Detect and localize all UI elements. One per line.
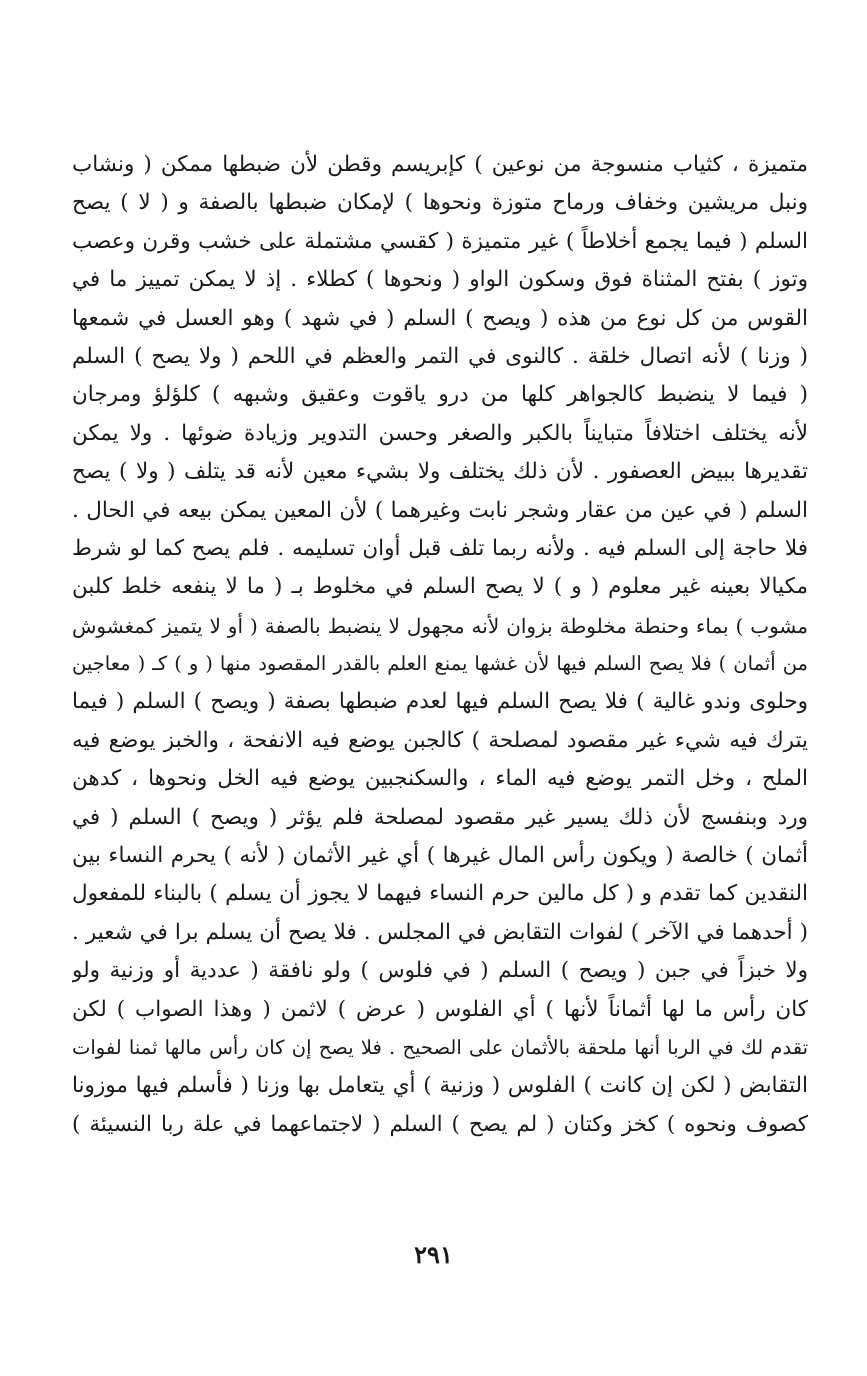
text-line: ( وزنا ) لأنه اتصال خلقة . كالنوى في التمر والعظم في اللحم ( ولا يصح ) السلم [72, 343, 808, 369]
text-line: الملح ، وخل التمر يوضع فيه الماء ، والسكنجبين يوضع فيه الخل ونحوها ، كدهن [72, 766, 808, 792]
text-line: القوس من كل نوع من هذه ( ويصح ) السلم ( في شهد ) وهو العسل في شمعها [72, 305, 808, 331]
text-line: يترك فيه شيء غير مقصود لمصلحة ) كالجبن يوضع فيه الانفحة ، والخبز يوضع فيه [72, 727, 808, 753]
text-line: مشوب ) بماء وحنطة مخلوطة بزوان لأنه مجهول لا ينضبط بالصفة ( أو لا يتميز كمغشوش [72, 613, 808, 638]
text-line: وتوز ) بفتح المثناة فوق وسكون الواو ( ونحوها ) كطلاء . إذ لا يمكن تمييز ما في [72, 267, 808, 293]
text-line: ولا خبزاً في جبن ( ويصح ) السلم ( في فلوس ) ولو نافقة ( عددية أو وزنية ولو [72, 958, 808, 984]
text-line: متميزة ، كثياب منسوجة من نوعين ) كإبريسم وقطن لأن ضبطها ممكن ( ونشاب [72, 152, 808, 177]
page-number: ٢٩١ [414, 1240, 453, 1269]
text-line: ( أحدهما في الآخر ) لفوات التقابض في المجلس . فلا يصح أن يسلم برا في شعير . [72, 919, 808, 945]
text-line: السلم ( فيما يجمع أخلاطاً ) غير متميزة ( كقسي مشتملة على خشب وقرن وعصب [72, 228, 808, 254]
text-line: أثمان ) خالصة ( ويكون رأس المال غيرها ) أي غير الأثمان ( لأنه ) يحرم النساء بين [72, 843, 808, 869]
text-line: السلم ( في عين من عقار وشجر نابت وغيرهما ) لأن المعين يمكن بيعه في الحال . [72, 497, 808, 523]
body-text [72, 146, 808, 1144]
text-line: لأنه يختلف اختلافاً متبايناً بالكبر والصغر وحسن التدوير وزيادة ضوئها . ولا يمكن [72, 420, 808, 446]
text-line: من أثمان ) فلا يصح السلم فيها لأن غشها يمنع العلم بالقدر المقصود منها ( و ) كـ ( معاجين [72, 652, 808, 676]
text-line: كان رأس ما لها أثماناً لأنها ) أي الفلوس ( عرض ) لاثمن ( وهذا الصواب ) لكن [72, 996, 808, 1022]
text-line: كصوف ونحوه ) كخز وكتان ( لم يصح ) السلم ( لاجتماعهما في علة ربا النسيئة ) [72, 1111, 808, 1137]
text-line: مكيالا بعينه غير معلوم ( و ) لا يصح السلم في مخلوط بـ ( ما لا ينفعه خلط كلبن [72, 574, 808, 600]
text-line: ورد وبنفسج لأن ذلك يسير غير مقصود لمصلحة فلم يؤثر ( ويصح ) السلم ( في [72, 804, 808, 830]
text-line: ( فيما لا ينضبط كالجواهر كلها من درو ياقوت وعقيق وشبهه ) كلؤلؤ ومرجان [72, 382, 808, 408]
text-line: تقديرها ببيض العصفور . لأن ذلك يختلف ولا بشيء معين لأنه قد يتلف ( ولا ) يصح [72, 459, 808, 485]
text-line: وحلوى وندو غالية ) فلا يصح السلم فيها لعدم ضبطها بصفة ( ويصح ) السلم ( فيما [72, 689, 808, 715]
text-line: تقدم لك في الربا أنها ملحقة بالأثمان على الصحيح . فلا يصح إن كان رأس مالها ثمنا لفوات [72, 1035, 808, 1059]
text-line: النقدين كما تقدم و ( كل مالين حرم النساء فيهما لا يجوز أن يسلم ) بالبناء للمفعول [72, 881, 808, 907]
text-line: التقابض ( لكن إن كانت ) الفلوس ( وزنية ) أي يتعامل بها وزنا ( فأسلم فيها موزونا [72, 1073, 808, 1099]
text-line: ونبل مريشين وخفاف ورماح متوزة ونحوها ) لإمكان ضبطها بالصفة و ( لا ) يصح [72, 190, 808, 216]
text-line: فلا حاجة إلى السلم فيه . ولأنه ربما تلف قبل أوان تسليمه . فلم يصح كما لو شرط [72, 535, 808, 561]
